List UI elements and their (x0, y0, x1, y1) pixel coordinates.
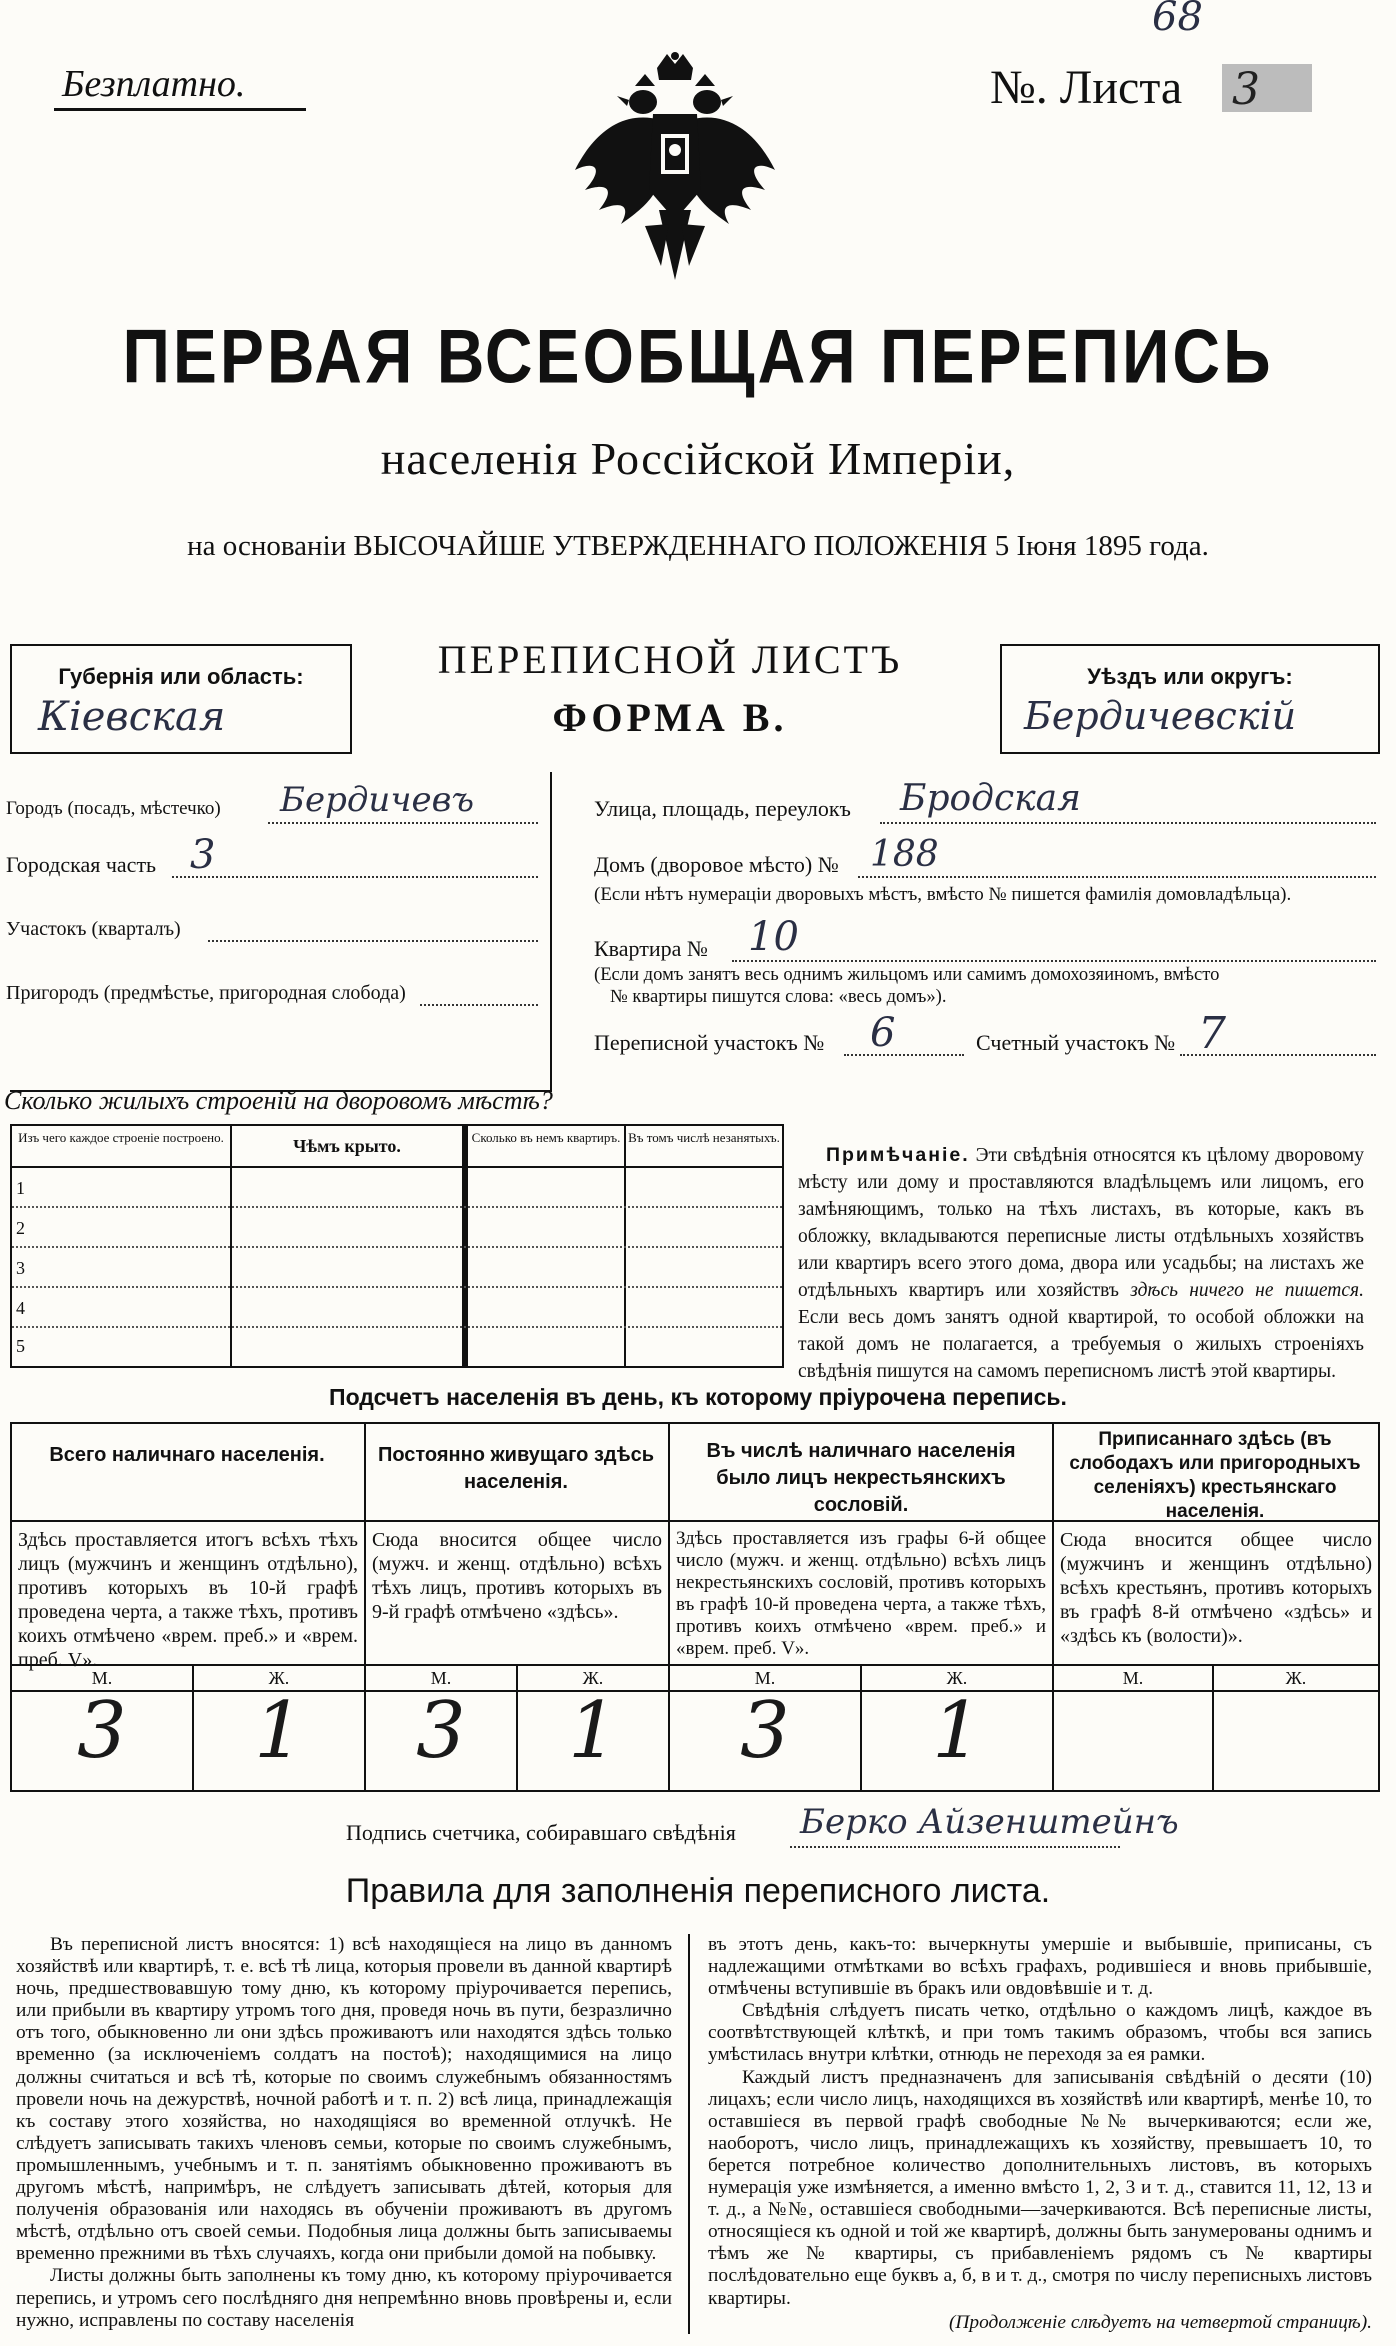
note-text-italic: здѣсь ничего не пишется. (1130, 1280, 1364, 1301)
rules-column-divider (688, 1934, 690, 2334)
count-col-body: Сюда вносится общее число (мужчинъ и женщинъ отдѣльно) всѣхъ крестьянъ, противъ которыхъ въ графѣ 8-й отмѣчено «здѣсь» и «здѣсь къ (волости)». (1060, 1529, 1372, 1647)
free-label: Безплатно. (62, 63, 246, 105)
district-label: Участокъ (кварталъ) (6, 918, 181, 940)
basis-line: на основаніи ВЫСОЧАЙШЕ УТВЕРЖДЕННАГО ПОЛОЖЕНІЯ 5 Іюня 1895 года. (187, 530, 1209, 562)
gubernia-label: Губернія или область: (58, 664, 304, 689)
apt-note-1: (Если домъ занятъ весь однимъ жильцомъ или самимъ домохозяиномъ, вмѣсто (594, 964, 1220, 985)
street-dotline (880, 822, 1376, 824)
census-area-label: Переписной участокъ № (594, 1030, 825, 1055)
sheet-label: №. Листа (990, 61, 1183, 114)
apt-dotline (732, 960, 1376, 962)
rules-title: Правила для заполненія переписного листа. (345, 1872, 1051, 1910)
row-divider (12, 1286, 782, 1288)
buildings-question: Сколько жилыхъ строеній на дворовомъ мѣстѣ? (4, 1086, 553, 1115)
signature-value: Берко Айзенштейнъ (800, 1802, 1179, 1842)
count-m-value: 3 (77, 1686, 127, 1776)
count-title: Подсчетъ населенія въ день, къ которому пріурочена перепись. (329, 1384, 1067, 1410)
count-col-header: Постоянно живущаго здѣсь населенія. (377, 1444, 655, 1493)
double-headed-eagle-icon (565, 50, 785, 290)
main-title: ПЕРВАЯ ВСЕОБЩАЯ ПЕРЕПИСЬ (122, 313, 1274, 399)
house-dotline (858, 876, 1376, 878)
apt-note-2: № квартиры пишутся слова: «весь домъ»). (610, 986, 947, 1007)
count-col-header: Всего наличнаго населенія. (49, 1444, 325, 1466)
house-value: 188 (870, 834, 939, 875)
apt-value: 10 (748, 914, 799, 960)
f-label: Ж. (1285, 1668, 1307, 1688)
uezd-label: Уѣздъ или округъ: (1087, 664, 1293, 689)
house-note: (Если нѣтъ нумераціи дворовыхъ мѣстъ, вмѣсто № пишется фамилія домовладѣльца). (594, 884, 1292, 905)
buildings-row-number: 5 (16, 1336, 25, 1356)
city-part-label: Городская часть (6, 852, 157, 877)
rules-paragraph: въ этотъ день, какъ-то: вычеркнуты умершіе и выбывшіе, приписаны, съ надлежащими отмѣтками во всѣхъ графахъ, родившіеся и вновь прибывшіе, отмѣчены вступившіе въ бракъ или овдовѣвшіе и т. д. (708, 1934, 1372, 2000)
m-label: М. (1122, 1668, 1144, 1688)
city-part-value: 3 (190, 832, 216, 878)
gubernia-value: Кіевская (38, 694, 226, 740)
rules-paragraph: Свѣдѣнія слѣдуетъ писать четко, отдѣльно о каждомъ лицѣ, каждое въ соотвѣтствующей клѣткѣ, и при томъ такимъ образомъ, чтобы вся запись умѣстилась внутри клѣтки, отнюдь не переходя за ея рамки. (708, 2000, 1372, 2066)
rules-paragraph: Листы должны быть заполнены къ тому дню, къ которому пріурочивается перепись, и утромъ сего послѣдняго дня непремѣнно вновь провѣрены и, если нужно, исправлены по составу населенія (16, 2265, 672, 2331)
gubernia-box (10, 644, 352, 754)
f-label: Ж. (946, 1668, 968, 1688)
buildings-row-number: 4 (16, 1298, 25, 1318)
buildings-header-material: Изъ чего каждое строеніе построено. (18, 1130, 224, 1145)
buildings-row-number: 2 (16, 1218, 25, 1238)
count-area-label: Счетный участокъ № (976, 1030, 1176, 1055)
row-divider (12, 1246, 782, 1248)
district-dotline (208, 940, 538, 942)
row-divider (12, 1326, 782, 1328)
count-f-value: 1 (254, 1686, 304, 1776)
street-value: Бродская (900, 778, 1081, 819)
buildings-header-apts: Сколько въ немъ квартиръ. (471, 1130, 621, 1145)
count-m-value: 3 (740, 1686, 790, 1776)
signature-label: Подпись счетчика, собиравшаго свѣдѣнія (346, 1820, 736, 1845)
buildings-table (10, 1124, 784, 1368)
row-divider (12, 1206, 782, 1208)
suburb-dotline (420, 1004, 538, 1006)
note-text: Эти свѣдѣнія относятся къ цѣлому дворовому мѣсту или дому и проставляются владѣльцемъ или лицомъ, его замѣняющимъ, только на тѣхъ листахъ, въ которые, какъ въ обложку, вкладываются переписные листы отдѣльныхъ хозяйствъ или квартиръ всего этого дома, двора или усадьбы; на листахъ же отдѣльныхъ квартиръ или хозяйствъ (798, 1145, 1365, 1301)
sheet-number: 3 (1232, 64, 1260, 115)
count-f-value: 1 (568, 1686, 618, 1776)
buildings-header-vacant: Въ томъ числѣ незанятыхъ. (628, 1130, 780, 1145)
count-f-value: 1 (932, 1686, 982, 1776)
buildings-row-number: 3 (16, 1258, 25, 1278)
count-table (10, 1422, 1380, 1792)
rules-left-column (16, 1934, 672, 2332)
count-area-dotline (1180, 1054, 1376, 1056)
m-label: М. (91, 1668, 113, 1688)
count-col-body: Сюда вносится общее число (мужч. и женщ. отдѣльно) всѣхъ тѣхъ лицъ, противъ которыхъ въ 9-й графѣ отмѣчено «здѣсь». (372, 1529, 662, 1623)
city-value: Бердичевъ (280, 780, 475, 820)
m-label: М. (754, 1668, 776, 1688)
sheet-number-box (1222, 64, 1312, 115)
suburb-label: Пригородъ (предмѣстье, пригородная слобода) (6, 982, 406, 1004)
free-label-underline (54, 108, 306, 111)
m-label: М. (430, 1668, 452, 1688)
count-col-body: Здѣсь проставляется изъ графы 6-й общее число (мужч. и женщ. отдѣльно) всѣхъ лицъ некрестьянскихъ сословій, противъ которыхъ въ графѣ 10-й проведена черта, а также тѣхъ, противъ коихъ отмѣчено «врем. преб.» и «врем. преб. V». (676, 1528, 1046, 1659)
note-text-end: Если весь домъ занятъ одной квартирой, то особой обложки на такой домъ не полагается, а требуемыя о жилыхъ строеніяхъ свѣдѣнія пишутся на самомъ переписномъ листѣ этой квартиры. (798, 1307, 1364, 1382)
count-m-value: 3 (416, 1686, 466, 1776)
rules-paragraph: Каждый листъ предназначенъ для записыванія свѣдѣній о десяти (10) лицахъ; если число лицъ, находящихся въ хозяйствѣ или квартирѣ, менѣе 10, то оставшіеся въ первой графѣ свободные №№ вычеркиваются; если же, наоборотъ, число лицъ, принадлежащихъ къ хозяйству, превышаетъ 10, то берется потребное количество дополнительныхъ листовъ, въ которыхъ нумерація уже измѣняется, а именно вмѣсто 1, 2, 3 и т. д., ставится 11, 12, 13 и т. д., а №№, оставшіеся свободными—зачеркиваются. Всѣ переписные листы, относящіеся къ одной и той же квартирѣ, должны быть занумерованы однимъ и тѣмъ же № квартиры, съ прибавленіемъ рядомъ съ № квартиры послѣдовательно еще буквъ а, б, в и т. д., смотря по числу переписныхъ листовъ квартиры. (708, 2066, 1372, 2309)
sheet-title: ПЕРЕПИСНОЙ ЛИСТЪ (437, 637, 903, 682)
corner-number: 68 (1152, 0, 1203, 40)
uezd-value: Бердичевскій (1024, 694, 1297, 738)
note-label: Примѣчаніе. (826, 1144, 970, 1166)
subtitle: населенія Россійской Имперіи, (380, 433, 1016, 484)
buildings-header-roof: Чѣмъ крыто. (293, 1136, 401, 1156)
rules-paragraph: Въ переписной листъ вносятся: 1) всѣ находящіеся на лицо въ данномъ хозяйствѣ или квартирѣ, т. е. всѣ тѣ лица, которыя провели въ данной квартирѣ ночь, предшествовавшую тому дню, къ которому пріурочивается перепись, или прибыли въ квартиру утромъ того дня, проведя ночь въ пути, безразлично отъ того, обыкновенно ли они здѣсь проживаютъ или находятся здѣсь только временно (за исключеніемъ солдатъ на постоѣ); находящимися на лицо должны считаться и всѣ тѣ, которые по своимъ служебнымъ обязанностямъ провели ночь на дежурствѣ, ночной работѣ и т. п. 2) всѣ лица, принадлежащія къ составу этого хозяйства, но находящіяся во временной отлучкѣ. Не слѣдуетъ записывать такихъ членовъ семьи, которые по своимъ служебнымъ, промышленнымъ, учебнымъ и т. п. занятіямъ обыкновенно проживаютъ въ другомъ мѣстѣ, напримѣръ, не слѣдуетъ записывать дѣтей, которыя для полученія образованія или находясь въ обученіи проживаютъ въ другомъ мѣстѣ, отдѣльно отъ своей семьи. Подобныя лица должны быть записываемы временно прежними въ тѣхъ случаяхъ, когда они прибыли домой на побывку. (16, 1934, 672, 2265)
f-label: Ж. (582, 1668, 604, 1688)
f-label: Ж. (268, 1668, 290, 1688)
house-label: Домъ (дворовое мѣсто) № (594, 852, 839, 877)
count-col-divider (1052, 1424, 1054, 1790)
count-col-header: Приписаннаго здѣсь (въ слободахъ или пригородныхъ селеніяхъ) крестьянскаго населенія. (1069, 1429, 1361, 1522)
street-label: Улица, площадь, переулокъ (594, 796, 851, 821)
buildings-row-number: 1 (16, 1178, 25, 1198)
signature-dotline (790, 1846, 1120, 1848)
city-label: Городъ (посадъ, мѣстечко) (6, 798, 221, 819)
rules-right-column (708, 1934, 1372, 2334)
apt-label: Квартира № (594, 936, 708, 961)
count-col-body: Здѣсь проставляется итогъ всѣхъ тѣхъ лицъ (мужчинъ и женщинъ отдѣльно), противъ которыхъ въ 10-й графѣ проведена черта, а также тѣхъ, противъ коихъ отмѣчено «врем. преб.» и «врем. преб. V». (18, 1529, 358, 1671)
census-area-dotline (844, 1054, 964, 1056)
city-dotline (268, 822, 538, 824)
count-area-value: 7 (1198, 1008, 1226, 1059)
form-name: ФОРМА В. (552, 695, 788, 740)
census-area-value: 6 (870, 1010, 896, 1056)
count-col-header: Въ числѣ наличнаго населенія было лицъ некрестьянскихъ сословій. (706, 1440, 1016, 1516)
uezd-box (1000, 644, 1380, 754)
note-block (798, 1142, 1364, 1385)
rules-continued: (Продолженіе слѣдуетъ на четвертой страницѣ). (948, 2311, 1372, 2333)
city-part-dotline (172, 876, 538, 878)
